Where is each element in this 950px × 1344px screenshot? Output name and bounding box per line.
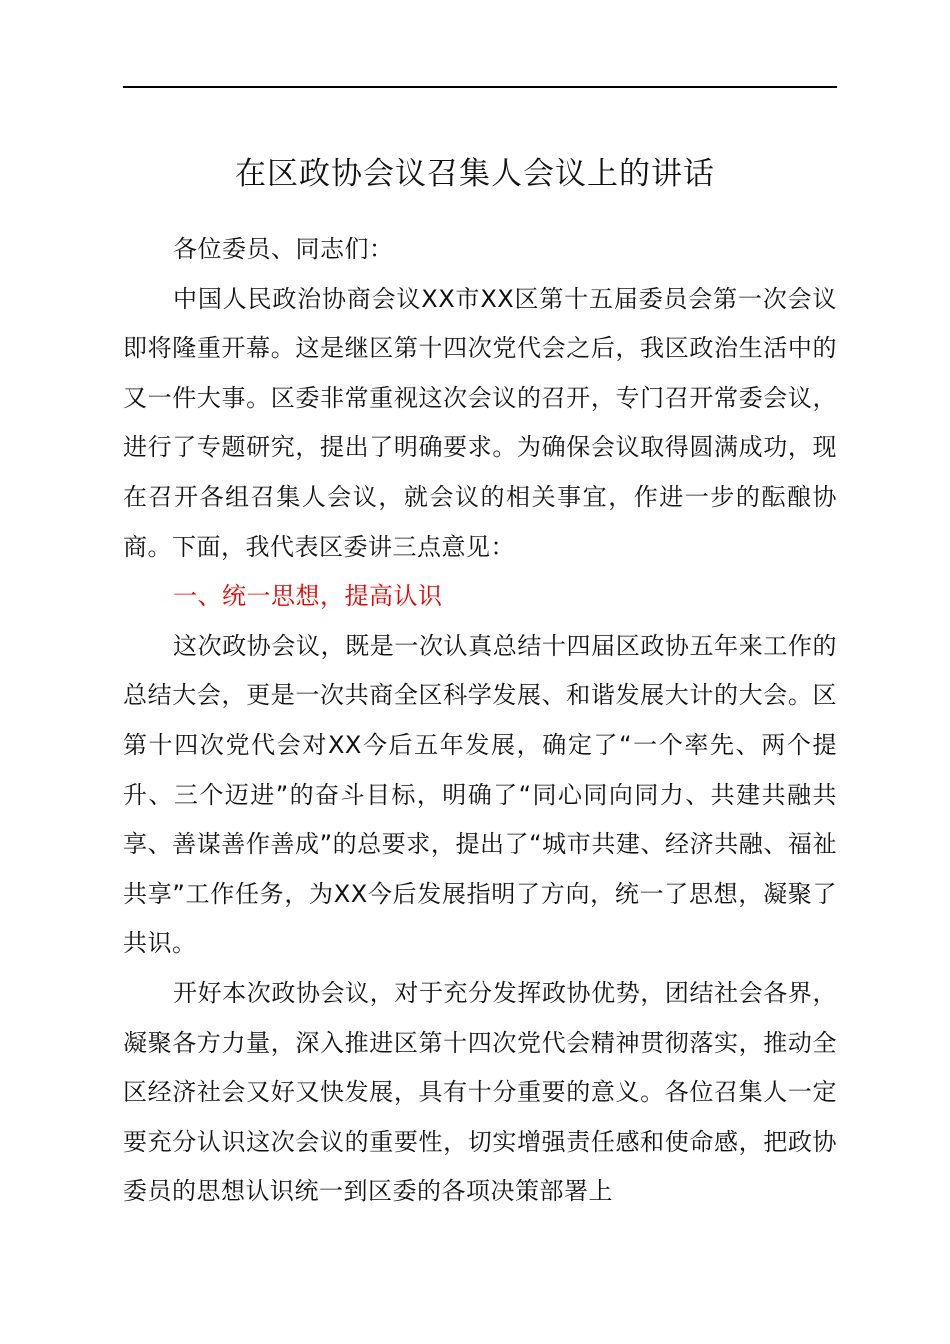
paragraph-1: 中国人民政治协商会议XX市XX区第十五届委员会第一次会议即将隆重开幕。这是继区第十四次党代会之后，我区政治生活中的又一件大事。区委非常重视这次会议的召开，专门召开常委会议，进行了专题研究，提出了明确要求。为确保会议取得圆满成功，现在召开各组召集人会议，就会议的相关事宜，作进一步的酝酿协商。下面，我代表区委讲三点意见： <box>123 284 837 561</box>
header-rule <box>123 86 837 88</box>
paragraph-3: 开好本次政协会议，对于充分发挥政协优势，团结社会各界，凝聚各方力量，深入推进区第十四次党代会精神贯彻落实，推动全区经济社会又好又快发展，具有十分重要的意义。各位召集人一定要充分认识这次会议的重要性，切实增强责任感和使命感，把政协委员的思想认识统一到区委的各项决策部署上 <box>123 978 837 1206</box>
document-title: 在区政协会议召集人会议上的讲话 <box>235 156 715 192</box>
section-heading-1: 一、统一思想，提高认识 <box>173 582 443 611</box>
salutation: 各位委员、同志们： <box>173 235 394 263</box>
document-body <box>123 225 837 1217</box>
paragraph-2: 这次政协会议，既是一次认真总结十四届区政协五年来工作的总结大会，更是一次共商全区科学发展、和谐发展大计的大会。区第十四次党代会对XX今后五年发展，确定了“一个率先、两个提升、三个迈进”的奋斗目标，明确了“同心同向同力、共建共融共享、善谋善作善成”的总要求，提出了“城市共建、经济共融、福祉共享”工作任务，为XX今后发展指明了方向，统一了思想，凝聚了共识。 <box>123 631 837 958</box>
